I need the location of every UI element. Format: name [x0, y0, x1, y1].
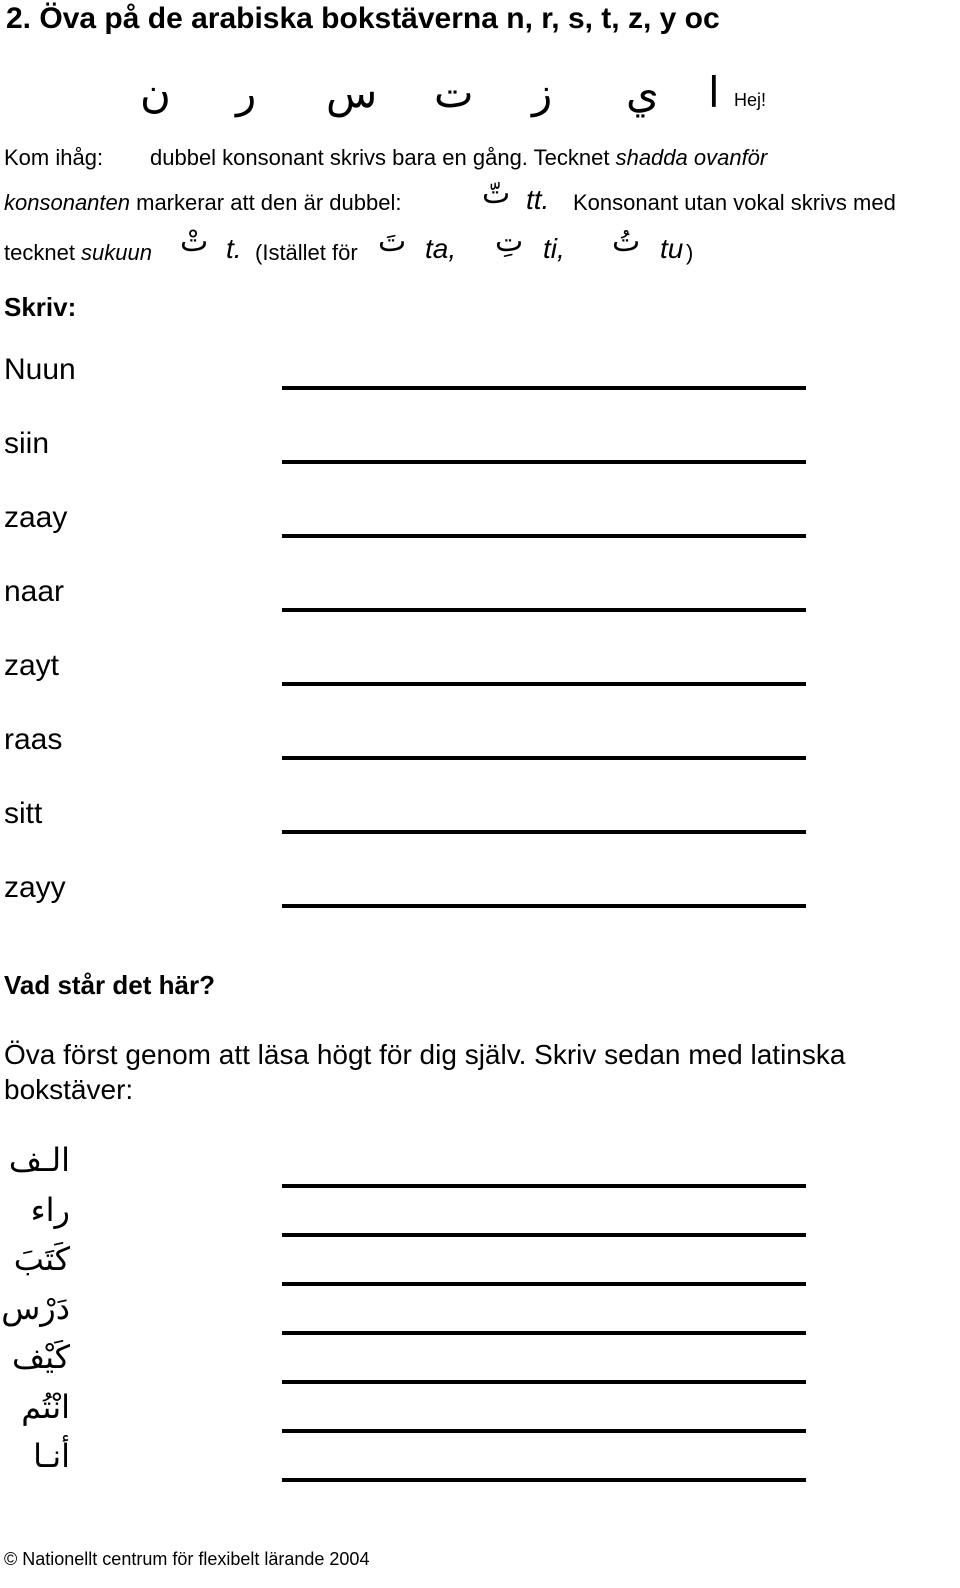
note-line-2 [4, 190, 401, 216]
arabic-exercise-word: أنـا [33, 1437, 70, 1475]
note-line-1 [150, 145, 767, 171]
answer-line[interactable] [282, 756, 806, 760]
close-paren: ) [686, 240, 694, 265]
answer-line[interactable] [282, 1184, 806, 1188]
sukuun-translit: t. [226, 233, 242, 264]
note-label: Kom ihåg: [4, 145, 104, 170]
answer-line[interactable] [282, 1478, 806, 1482]
answer-line[interactable] [282, 1282, 806, 1286]
exercise-word: Nuun [4, 353, 76, 386]
read-section-label: Vad står det här? [4, 970, 215, 1000]
note-line-1-italic: shadda ovanför [615, 145, 768, 170]
letter-yaa: ي [626, 68, 659, 117]
note-line-1-plain: dubbel konsonant skrivs bara en gång. Tecknet [150, 145, 616, 170]
answer-line[interactable] [282, 1331, 806, 1335]
answer-line[interactable] [282, 1380, 806, 1384]
write-section-label: Skriv: [4, 292, 77, 322]
answer-line[interactable] [282, 460, 806, 464]
damma-example: تُ [612, 224, 641, 259]
answer-line[interactable] [282, 386, 806, 390]
instead-of-text: (Istället för [255, 240, 358, 265]
answer-line[interactable] [282, 1429, 806, 1433]
answer-line[interactable] [282, 904, 806, 908]
answer-line[interactable] [282, 608, 806, 612]
letter-taa: ت [434, 68, 474, 117]
arabic-exercise-word: راء [30, 1191, 70, 1229]
shadda-example: تّ [482, 176, 511, 211]
damma-translit: tu [660, 233, 684, 264]
letter-alif: ا [708, 68, 720, 117]
note-line-3 [4, 240, 152, 266]
exercise-word: siin [4, 427, 50, 460]
exercise-word: zaay [4, 501, 68, 534]
letter-siin: س [326, 68, 378, 117]
fatha-example: تَ [378, 224, 407, 259]
answer-line[interactable] [282, 534, 806, 538]
arabic-exercise-word: دَرْس [1, 1289, 70, 1327]
letter-raa: ر [236, 68, 257, 117]
note-line-3-italic: sukuun [81, 240, 152, 265]
letter-zaay: ز [532, 68, 553, 117]
exercise-word: naar [4, 575, 65, 608]
note-line-3-plain: tecknet [4, 240, 82, 265]
copyright-footer: © Nationellt centrum för flexibelt lärande 2004 [4, 1549, 370, 1569]
kasra-example: تِ [495, 224, 524, 259]
answer-line[interactable] [282, 1233, 806, 1237]
note-line-2-tail: Konsonant utan vokal skrivs med [573, 190, 896, 215]
page-heading: 2. Öva på de arabiska bokstäverna n, r, s, t, z, y oc [6, 2, 720, 35]
note-line-2-italic: konsonanten [4, 190, 130, 215]
shadda-translit: tt. [526, 184, 550, 215]
exercise-word: raas [4, 723, 63, 756]
answer-line[interactable] [282, 682, 806, 686]
arabic-exercise-word: الـف [8, 1141, 70, 1179]
exercise-word: zayt [4, 649, 60, 682]
arabic-exercise-word: انْتُم [21, 1388, 70, 1426]
read-instruction: Öva först genom att läsa högt för dig själv. Skriv sedan med latinska bokstäver: [4, 1039, 846, 1105]
answer-line[interactable] [282, 830, 806, 834]
exercise-word: zayy [4, 871, 66, 904]
note-line-2-plain: markerar att den är dubbel: [130, 190, 402, 215]
sukuun-example: تْ [180, 224, 209, 259]
arabic-exercise-word: كَتَبَ [13, 1240, 70, 1278]
arabic-exercise-word: كَيْف [11, 1338, 70, 1376]
fatha-translit: ta, [425, 233, 457, 264]
letter-nuun: ن [140, 68, 171, 117]
exercise-word: sitt [4, 797, 43, 830]
kasra-translit: ti, [543, 233, 565, 264]
hej-label: Hej! [734, 90, 767, 110]
